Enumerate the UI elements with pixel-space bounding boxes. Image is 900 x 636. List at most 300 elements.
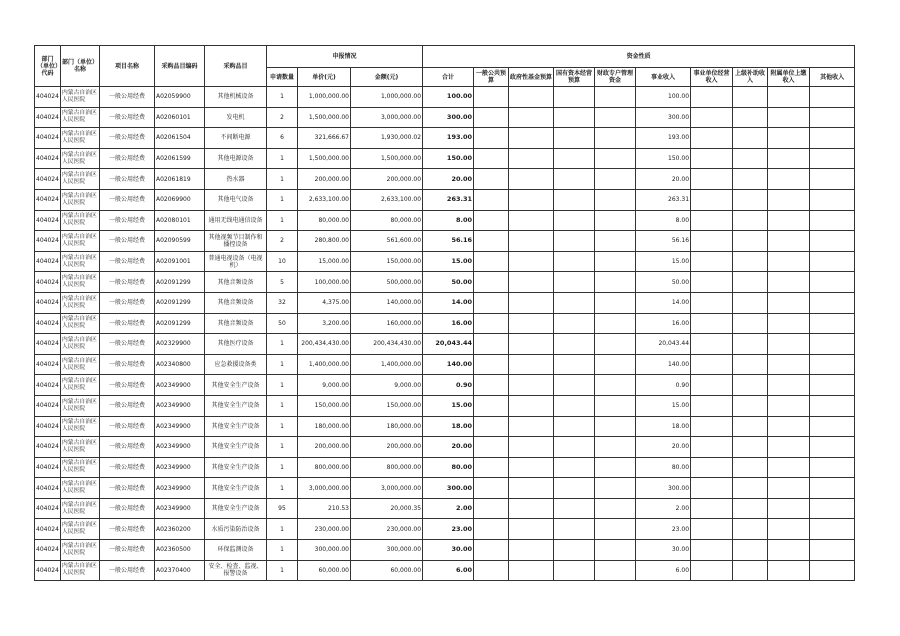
state-capital-cell — [554, 457, 595, 478]
superior-subsidy-cell — [733, 292, 768, 313]
item-cell: 通用无线电通信设备 — [205, 210, 267, 231]
fiscal-account-cell — [595, 395, 636, 416]
amount-cell: 60,000.00 — [351, 560, 423, 581]
item-cell: 其他视频节目制作和播控设备 — [205, 231, 267, 252]
item-cell: 热水器 — [205, 169, 267, 190]
header-fund-group: 资金性质 — [423, 46, 855, 68]
operating-income-cell — [691, 87, 733, 108]
affiliated-income-cell — [768, 395, 810, 416]
fiscal-account-cell — [595, 231, 636, 252]
qty-cell: 1 — [267, 334, 298, 355]
business-income-cell: 8.00 — [636, 210, 691, 231]
item-cell: 环保监测设备 — [205, 540, 267, 561]
superior-subsidy-cell — [733, 334, 768, 355]
state-capital-cell — [554, 169, 595, 190]
project-name-cell: 一般公用经费 — [100, 169, 155, 190]
table-row — [35, 292, 855, 313]
dept-name-cell: 内蒙古自治区人民医院 — [61, 375, 100, 396]
fiscal-account-cell — [595, 334, 636, 355]
affiliated-income-cell — [768, 231, 810, 252]
general-budget-cell — [474, 169, 509, 190]
dept-code-cell: 404024 — [35, 560, 61, 581]
dept-code-cell: 404024 — [35, 107, 61, 128]
fiscal-account-cell — [595, 313, 636, 334]
catalog-code-cell: A02091001 — [155, 251, 205, 272]
affiliated-income-cell — [768, 540, 810, 561]
amount-cell: 200,000.00 — [351, 437, 423, 458]
header-catalog-code: 采购品目编码 — [155, 46, 205, 87]
operating-income-cell — [691, 292, 733, 313]
business-income-cell: 23.00 — [636, 519, 691, 540]
operating-income-cell — [691, 210, 733, 231]
business-income-cell: 100.00 — [636, 87, 691, 108]
qty-cell: 32 — [267, 292, 298, 313]
unit-price-cell: 2,633,100.00 — [298, 189, 351, 210]
header-affiliated-income: 附属单位上缴收入 — [768, 68, 810, 87]
operating-income-cell — [691, 148, 733, 169]
qty-cell: 1 — [267, 560, 298, 581]
state-capital-cell — [554, 107, 595, 128]
table-row — [35, 128, 855, 149]
table-row — [35, 437, 855, 458]
catalog-code-cell: A02069900 — [155, 189, 205, 210]
general-budget-cell — [474, 251, 509, 272]
fiscal-account-cell — [595, 498, 636, 519]
fiscal-account-cell — [595, 128, 636, 149]
other-income-cell — [810, 210, 855, 231]
catalog-code-cell: A02340800 — [155, 354, 205, 375]
affiliated-income-cell — [768, 87, 810, 108]
catalog-code-cell: A02059900 — [155, 87, 205, 108]
project-name-cell: 一般公用经费 — [100, 395, 155, 416]
total-cell: 8.00 — [423, 210, 474, 231]
operating-income-cell — [691, 334, 733, 355]
catalog-code-cell: A02329900 — [155, 334, 205, 355]
business-income-cell: 30.00 — [636, 540, 691, 561]
total-cell: 20.00 — [423, 169, 474, 190]
total-cell: 14.00 — [423, 292, 474, 313]
business-income-cell: 15.00 — [636, 395, 691, 416]
fiscal-account-cell — [595, 519, 636, 540]
qty-cell: 1 — [267, 437, 298, 458]
dept-code-cell: 404024 — [35, 292, 61, 313]
project-name-cell: 一般公用经费 — [100, 272, 155, 293]
business-income-cell: 56.16 — [636, 231, 691, 252]
other-income-cell — [810, 313, 855, 334]
other-income-cell — [810, 519, 855, 540]
amount-cell: 3,000,000.00 — [351, 478, 423, 499]
catalog-code-cell: A02080101 — [155, 210, 205, 231]
total-cell: 140.00 — [423, 354, 474, 375]
general-budget-cell — [474, 375, 509, 396]
superior-subsidy-cell — [733, 231, 768, 252]
gov-fund-cell — [509, 457, 554, 478]
qty-cell: 1 — [267, 189, 298, 210]
other-income-cell — [810, 375, 855, 396]
dept-name-cell: 内蒙古自治区人民医院 — [61, 498, 100, 519]
table-row — [35, 519, 855, 540]
operating-income-cell — [691, 354, 733, 375]
item-cell: 其他机械设备 — [205, 87, 267, 108]
superior-subsidy-cell — [733, 128, 768, 149]
dept-code-cell: 404024 — [35, 437, 61, 458]
state-capital-cell — [554, 292, 595, 313]
other-income-cell — [810, 457, 855, 478]
dept-code-cell: 404024 — [35, 354, 61, 375]
affiliated-income-cell — [768, 148, 810, 169]
item-cell: 其他音频设备 — [205, 272, 267, 293]
other-income-cell — [810, 189, 855, 210]
other-income-cell — [810, 169, 855, 190]
table-row — [35, 478, 855, 499]
dept-name-cell: 内蒙古自治区人民医院 — [61, 107, 100, 128]
other-income-cell — [810, 540, 855, 561]
item-cell: 其他医疗设备 — [205, 334, 267, 355]
operating-income-cell — [691, 189, 733, 210]
operating-income-cell — [691, 540, 733, 561]
general-budget-cell — [474, 395, 509, 416]
unit-price-cell: 3,200.00 — [298, 313, 351, 334]
unit-price-cell: 80,000.00 — [298, 210, 351, 231]
dept-code-cell: 404024 — [35, 313, 61, 334]
item-cell: 其他安全生产设备 — [205, 416, 267, 437]
qty-cell: 10 — [267, 251, 298, 272]
catalog-code-cell: A02349900 — [155, 457, 205, 478]
amount-cell: 1,000,000.00 — [351, 87, 423, 108]
project-name-cell: 一般公用经费 — [100, 437, 155, 458]
header-gov-fund: 政府性基金预算 — [509, 68, 554, 87]
gov-fund-cell — [509, 251, 554, 272]
total-cell: 2.00 — [423, 498, 474, 519]
superior-subsidy-cell — [733, 540, 768, 561]
project-name-cell: 一般公用经费 — [100, 498, 155, 519]
table-row — [35, 251, 855, 272]
dept-code-cell: 404024 — [35, 457, 61, 478]
superior-subsidy-cell — [733, 313, 768, 334]
project-name-cell: 一般公用经费 — [100, 128, 155, 149]
operating-income-cell — [691, 395, 733, 416]
project-name-cell: 一般公用经费 — [100, 148, 155, 169]
general-budget-cell — [474, 560, 509, 581]
item-cell: 不间断电源 — [205, 128, 267, 149]
amount-cell: 150,000.00 — [351, 251, 423, 272]
catalog-code-cell: A02349900 — [155, 498, 205, 519]
gov-fund-cell — [509, 210, 554, 231]
total-cell: 150.00 — [423, 148, 474, 169]
fiscal-account-cell — [595, 107, 636, 128]
dept-name-cell: 内蒙古自治区人民医院 — [61, 519, 100, 540]
affiliated-income-cell — [768, 189, 810, 210]
general-budget-cell — [474, 498, 509, 519]
gov-fund-cell — [509, 107, 554, 128]
general-budget-cell — [474, 231, 509, 252]
dept-name-cell: 内蒙古自治区人民医院 — [61, 272, 100, 293]
project-name-cell: 一般公用经费 — [100, 560, 155, 581]
item-cell: 发电机 — [205, 107, 267, 128]
item-cell: 其他音频设备 — [205, 313, 267, 334]
amount-cell: 300,000.00 — [351, 540, 423, 561]
business-income-cell: 6.00 — [636, 560, 691, 581]
dept-name-cell: 内蒙古自治区人民医院 — [61, 189, 100, 210]
operating-income-cell — [691, 313, 733, 334]
superior-subsidy-cell — [733, 251, 768, 272]
header-general-budget: 一般公共预算 — [474, 68, 509, 87]
dept-code-cell: 404024 — [35, 519, 61, 540]
operating-income-cell — [691, 251, 733, 272]
general-budget-cell — [474, 519, 509, 540]
superior-subsidy-cell — [733, 375, 768, 396]
gov-fund-cell — [509, 334, 554, 355]
table-row — [35, 87, 855, 108]
affiliated-income-cell — [768, 437, 810, 458]
item-cell: 其他安全生产设备 — [205, 478, 267, 499]
total-cell: 18.00 — [423, 416, 474, 437]
header-state-capital: 国有资本经营预算 — [554, 68, 595, 87]
item-cell: 其他电源设备 — [205, 148, 267, 169]
state-capital-cell — [554, 189, 595, 210]
dept-code-cell: 404024 — [35, 148, 61, 169]
total-cell: 20,043.44 — [423, 334, 474, 355]
item-cell: 其他安全生产设备 — [205, 437, 267, 458]
state-capital-cell — [554, 519, 595, 540]
amount-cell: 140,000.00 — [351, 292, 423, 313]
affiliated-income-cell — [768, 169, 810, 190]
project-name-cell: 一般公用经费 — [100, 519, 155, 540]
general-budget-cell — [474, 148, 509, 169]
total-cell: 263.31 — [423, 189, 474, 210]
table-row — [35, 416, 855, 437]
amount-cell: 230,000.00 — [351, 519, 423, 540]
project-name-cell: 一般公用经费 — [100, 540, 155, 561]
business-income-cell: 263.31 — [636, 189, 691, 210]
amount-cell: 800,000.00 — [351, 457, 423, 478]
other-income-cell — [810, 478, 855, 499]
dept-name-cell: 内蒙古自治区人民医院 — [61, 437, 100, 458]
dept-code-cell: 404024 — [35, 189, 61, 210]
qty-cell: 50 — [267, 313, 298, 334]
item-cell: 安全、检查、监视、报警设备 — [205, 560, 267, 581]
dept-name-cell: 内蒙古自治区人民医院 — [61, 169, 100, 190]
unit-price-cell: 150,000.00 — [298, 395, 351, 416]
unit-price-cell: 1,000,000.00 — [298, 87, 351, 108]
operating-income-cell — [691, 519, 733, 540]
operating-income-cell — [691, 107, 733, 128]
fiscal-account-cell — [595, 457, 636, 478]
table-row — [35, 540, 855, 561]
dept-code-cell: 404024 — [35, 210, 61, 231]
project-name-cell: 一般公用经费 — [100, 292, 155, 313]
fiscal-account-cell — [595, 189, 636, 210]
table-row — [35, 189, 855, 210]
superior-subsidy-cell — [733, 354, 768, 375]
amount-cell: 1,400,000.00 — [351, 354, 423, 375]
table-row — [35, 498, 855, 519]
general-budget-cell — [474, 272, 509, 293]
dept-code-cell: 404024 — [35, 395, 61, 416]
business-income-cell: 2.00 — [636, 498, 691, 519]
item-cell: 其他安全生产设备 — [205, 375, 267, 396]
total-cell: 56.16 — [423, 231, 474, 252]
total-cell: 15.00 — [423, 251, 474, 272]
dept-name-cell: 内蒙古自治区人民医院 — [61, 395, 100, 416]
affiliated-income-cell — [768, 519, 810, 540]
qty-cell: 1 — [267, 416, 298, 437]
other-income-cell — [810, 128, 855, 149]
business-income-cell: 20,043.44 — [636, 334, 691, 355]
fiscal-account-cell — [595, 560, 636, 581]
business-income-cell: 20.00 — [636, 169, 691, 190]
unit-price-cell: 280,800.00 — [298, 231, 351, 252]
item-cell: 其他安全生产设备 — [205, 498, 267, 519]
header-other-income: 其他收入 — [810, 68, 855, 87]
amount-cell: 200,434,430.00 — [351, 334, 423, 355]
state-capital-cell — [554, 334, 595, 355]
gov-fund-cell — [509, 498, 554, 519]
table-row — [35, 169, 855, 190]
other-income-cell — [810, 498, 855, 519]
amount-cell: 160,000.00 — [351, 313, 423, 334]
state-capital-cell — [554, 416, 595, 437]
gov-fund-cell — [509, 313, 554, 334]
affiliated-income-cell — [768, 498, 810, 519]
state-capital-cell — [554, 272, 595, 293]
business-income-cell: 140.00 — [636, 354, 691, 375]
table-row — [35, 313, 855, 334]
general-budget-cell — [474, 354, 509, 375]
gov-fund-cell — [509, 540, 554, 561]
superior-subsidy-cell — [733, 87, 768, 108]
header-operating-income: 事业单位经营收入 — [691, 68, 733, 87]
unit-price-cell: 1,500,000.00 — [298, 148, 351, 169]
general-budget-cell — [474, 87, 509, 108]
superior-subsidy-cell — [733, 189, 768, 210]
item-cell: 应急救援设备类 — [205, 354, 267, 375]
state-capital-cell — [554, 313, 595, 334]
gov-fund-cell — [509, 189, 554, 210]
project-name-cell: 一般公用经费 — [100, 251, 155, 272]
business-income-cell: 80.00 — [636, 457, 691, 478]
catalog-code-cell: A02370400 — [155, 560, 205, 581]
dept-code-cell: 404024 — [35, 478, 61, 499]
business-income-cell: 0.90 — [636, 375, 691, 396]
project-name-cell: 一般公用经费 — [100, 87, 155, 108]
fiscal-account-cell — [595, 87, 636, 108]
catalog-code-cell: A02349900 — [155, 395, 205, 416]
total-cell: 300.00 — [423, 107, 474, 128]
general-budget-cell — [474, 416, 509, 437]
dept-name-cell: 内蒙古自治区人民医院 — [61, 231, 100, 252]
item-cell: 其他音频设备 — [205, 292, 267, 313]
superior-subsidy-cell — [733, 395, 768, 416]
other-income-cell — [810, 292, 855, 313]
affiliated-income-cell — [768, 457, 810, 478]
gov-fund-cell — [509, 148, 554, 169]
business-income-cell: 300.00 — [636, 107, 691, 128]
fiscal-account-cell — [595, 354, 636, 375]
other-income-cell — [810, 251, 855, 272]
state-capital-cell — [554, 478, 595, 499]
catalog-code-cell: A02061599 — [155, 148, 205, 169]
affiliated-income-cell — [768, 251, 810, 272]
dept-name-cell: 内蒙古自治区人民医院 — [61, 87, 100, 108]
unit-price-cell: 1,500,000.00 — [298, 107, 351, 128]
qty-cell: 1 — [267, 169, 298, 190]
business-income-cell: 16.00 — [636, 313, 691, 334]
other-income-cell — [810, 87, 855, 108]
affiliated-income-cell — [768, 272, 810, 293]
table-header — [35, 46, 855, 87]
total-cell: 16.00 — [423, 313, 474, 334]
unit-price-cell: 321,666.67 — [298, 128, 351, 149]
dept-code-cell: 404024 — [35, 498, 61, 519]
catalog-code-cell: A02090599 — [155, 231, 205, 252]
header-amount: 金额(元) — [351, 68, 423, 87]
item-cell: 其他电气设备 — [205, 189, 267, 210]
total-cell: 193.00 — [423, 128, 474, 149]
state-capital-cell — [554, 251, 595, 272]
amount-cell: 80,000.00 — [351, 210, 423, 231]
amount-cell: 200,000.00 — [351, 169, 423, 190]
item-cell: 普通电视设备（电视机） — [205, 251, 267, 272]
fiscal-account-cell — [595, 540, 636, 561]
project-name-cell: 一般公用经费 — [100, 354, 155, 375]
fiscal-account-cell — [595, 210, 636, 231]
fiscal-account-cell — [595, 416, 636, 437]
dept-code-cell: 404024 — [35, 128, 61, 149]
qty-cell: 95 — [267, 498, 298, 519]
dept-name-cell: 内蒙古自治区人民医院 — [61, 416, 100, 437]
gov-fund-cell — [509, 416, 554, 437]
general-budget-cell — [474, 540, 509, 561]
amount-cell: 500,000.00 — [351, 272, 423, 293]
operating-income-cell — [691, 498, 733, 519]
table-body — [35, 87, 855, 581]
business-income-cell: 300.00 — [636, 478, 691, 499]
other-income-cell — [810, 107, 855, 128]
dept-name-cell: 内蒙古自治区人民医院 — [61, 540, 100, 561]
affiliated-income-cell — [768, 375, 810, 396]
other-income-cell — [810, 437, 855, 458]
superior-subsidy-cell — [733, 272, 768, 293]
superior-subsidy-cell — [733, 169, 768, 190]
qty-cell: 1 — [267, 375, 298, 396]
qty-cell: 6 — [267, 128, 298, 149]
general-budget-cell — [474, 478, 509, 499]
table-row — [35, 107, 855, 128]
business-income-cell: 150.00 — [636, 148, 691, 169]
affiliated-income-cell — [768, 210, 810, 231]
affiliated-income-cell — [768, 354, 810, 375]
operating-income-cell — [691, 437, 733, 458]
unit-price-cell: 180,000.00 — [298, 416, 351, 437]
qty-cell: 1 — [267, 354, 298, 375]
item-cell: 其他安全生产设备 — [205, 457, 267, 478]
catalog-code-cell: A02060101 — [155, 107, 205, 128]
dept-code-cell: 404024 — [35, 169, 61, 190]
qty-cell: 1 — [267, 395, 298, 416]
qty-cell: 2 — [267, 107, 298, 128]
dept-code-cell: 404024 — [35, 272, 61, 293]
item-cell: 其他安全生产设备 — [205, 395, 267, 416]
project-name-cell: 一般公用经费 — [100, 313, 155, 334]
amount-cell: 150,000.00 — [351, 395, 423, 416]
catalog-code-cell: A02061504 — [155, 128, 205, 149]
dept-name-cell: 内蒙古自治区人民医院 — [61, 560, 100, 581]
business-income-cell: 193.00 — [636, 128, 691, 149]
table-row — [35, 272, 855, 293]
table-row — [35, 375, 855, 396]
amount-cell: 9,000.00 — [351, 375, 423, 396]
